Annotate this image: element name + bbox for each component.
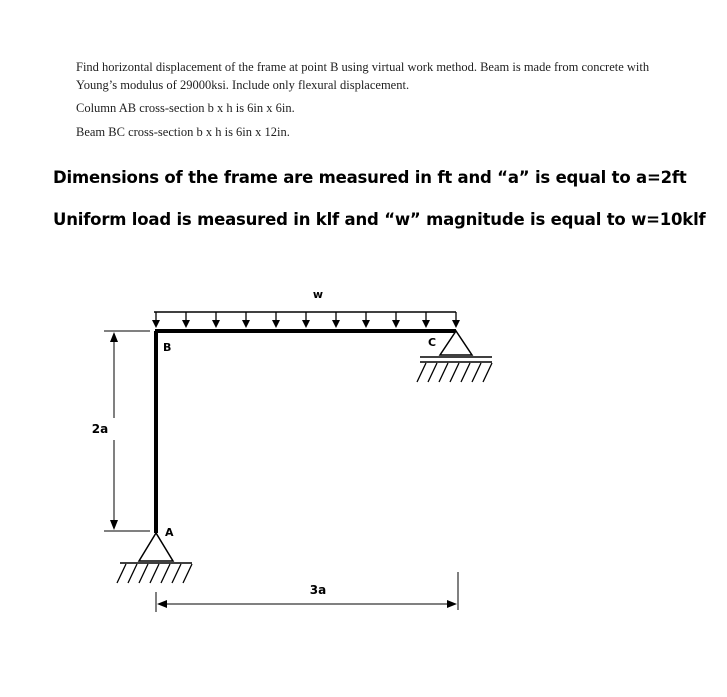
load-arrow-head [392, 320, 400, 328]
span-label: 3a [309, 583, 327, 597]
column-section-text: Column AB cross-section b x h is 6in x 6in. [76, 101, 295, 115]
frame [155, 331, 456, 533]
load-arrow-head [302, 320, 310, 328]
height-label: 2a [91, 422, 109, 436]
pin-support-a [117, 533, 192, 583]
node-a-label: A [165, 526, 174, 539]
height-dimension [92, 331, 150, 531]
load-arrow-head [452, 320, 460, 328]
load-arrow-head [152, 320, 160, 328]
load-label: w [312, 288, 324, 301]
uniform-load [152, 288, 460, 328]
problem-line-1b: Young’s modulus of 29000ksi. Include only flexural displacement. [76, 78, 410, 92]
load-arrow-head [212, 320, 220, 328]
load-arrow-head [272, 320, 280, 328]
load-arrows [152, 312, 460, 328]
problem-line-1a: Find horizontal displacement of the frame at point B using virtual work method. Beam is made from concrete with [76, 60, 650, 74]
node-c-label: C [428, 336, 437, 349]
node-b-label: B [163, 341, 172, 354]
load-arrow-head [422, 320, 430, 328]
load-arrow-head [242, 320, 250, 328]
span-dimension [156, 572, 458, 612]
load-note: Uniform load is measured in klf and “w” magnitude is equal to w=10klf [53, 210, 706, 229]
beam-section-text: Beam BC cross-section b x h is 6in x 12in. [76, 125, 290, 139]
load-arrow-head [332, 320, 340, 328]
load-arrow-head [362, 320, 370, 328]
load-arrow-head [182, 320, 190, 328]
dimensions-note: Dimensions of the frame are measured in ft and “a” is equal to a=2ft [53, 168, 687, 187]
